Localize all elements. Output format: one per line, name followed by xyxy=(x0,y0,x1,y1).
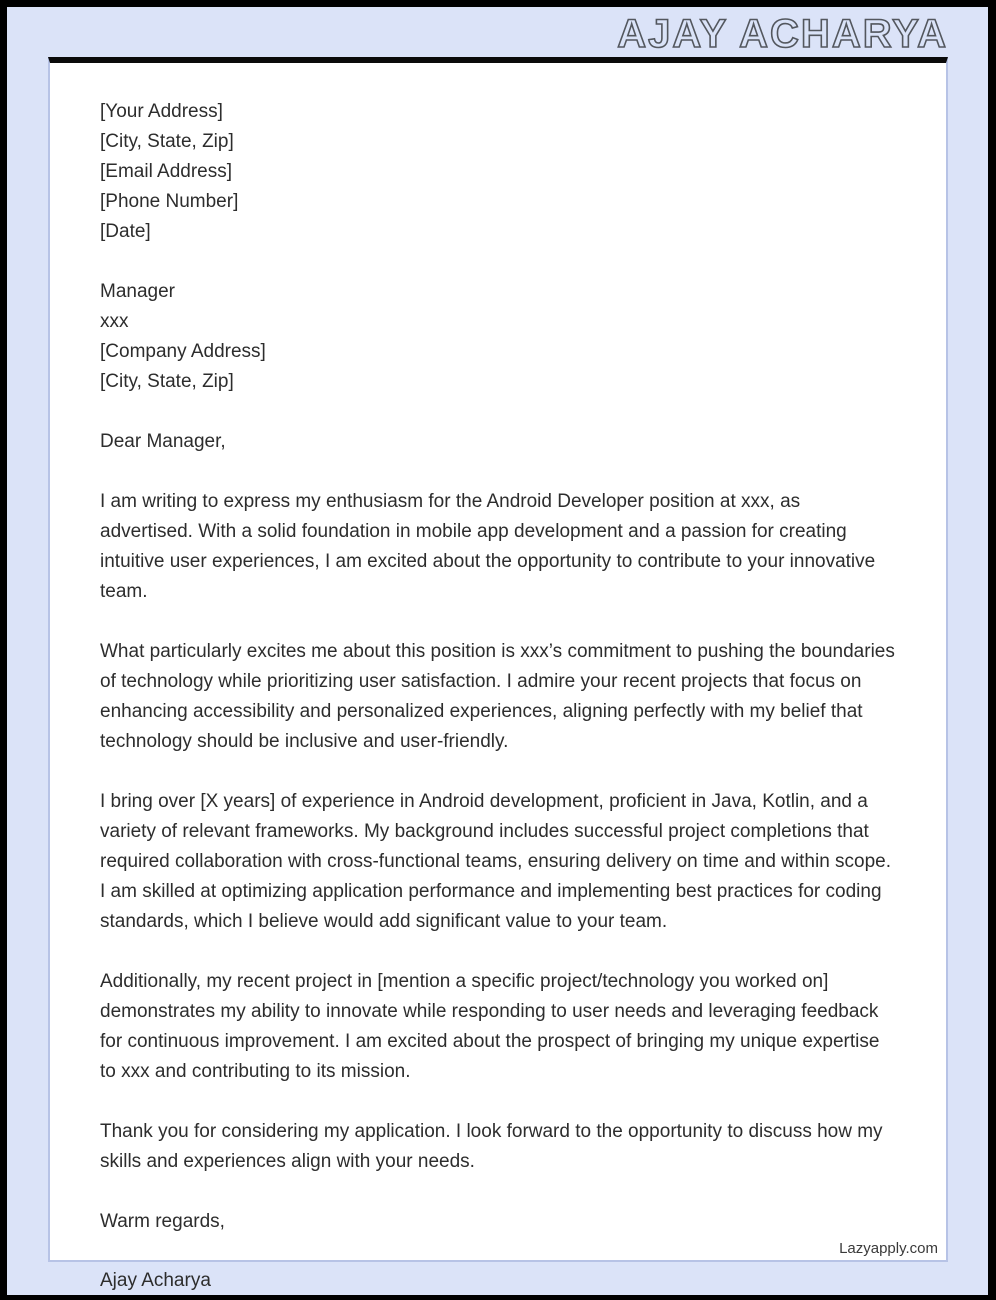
sender-address-line: [Phone Number] xyxy=(100,191,239,212)
watermark-link[interactable]: Lazyapply.com xyxy=(839,1240,938,1257)
recipient-address-block xyxy=(100,277,896,397)
header-name: AJAY ACHARYA xyxy=(617,12,948,56)
sender-address-block xyxy=(100,97,896,247)
sender-address-line: [Your Address] xyxy=(100,101,223,122)
body-paragraph: Thank you for considering my application. I look forward to the opportunity to discuss how my skills and experiences align with your needs. xyxy=(100,1121,883,1172)
letter-page xyxy=(48,57,948,1262)
body-paragraph: I bring over [X years] of experience in Android development, proficient in Java, Kotlin, and a variety of relevant frameworks. My background includes successful project completions that required collaboration with cross-functional teams, ensuring delivery on time and within scope. I am skilled at optimizing application performance and implementing best practices for coding standards, which I believe would add significant value to your team. xyxy=(100,791,892,932)
sender-address-line: [Email Address] xyxy=(100,161,232,182)
letter-background xyxy=(7,7,988,1295)
salutation: Dear Manager, xyxy=(100,431,226,452)
closing-line: Warm regards, xyxy=(100,1211,225,1232)
recipient-line: xxx xyxy=(100,311,129,332)
recipient-line: [Company Address] xyxy=(100,341,266,362)
sender-address-line: [City, State, Zip] xyxy=(100,131,234,152)
sender-address-line: [Date] xyxy=(100,221,151,242)
recipient-line: [City, State, Zip] xyxy=(100,371,234,392)
recipient-line: Manager xyxy=(100,281,175,302)
body-paragraph: Additionally, my recent project in [mention a specific project/technology you worked on] demonstrates my ability to innovate while responding to user needs and leveraging feedback for continuous improvement. I am excited about the prospect of bringing my unique expertise to xxx and contributing to its mission. xyxy=(100,971,880,1082)
signature-name: Ajay Acharya xyxy=(100,1270,211,1291)
body-paragraph: What particularly excites me about this position is xxx’s commitment to pushing the boundaries of technology while prioritizing user satisfaction. I admire your recent projects that focus on enhancing accessibility and personalized experiences, aligning perfectly with my belief that technology should be inclusive and user-friendly. xyxy=(100,641,895,752)
body-paragraph: I am writing to express my enthusiasm for the Android Developer position at xxx, as advertised. With a solid foundation in mobile app development and a passion for creating intuitive user experiences, I am excited about the opportunity to contribute to your innovative team. xyxy=(100,491,876,602)
